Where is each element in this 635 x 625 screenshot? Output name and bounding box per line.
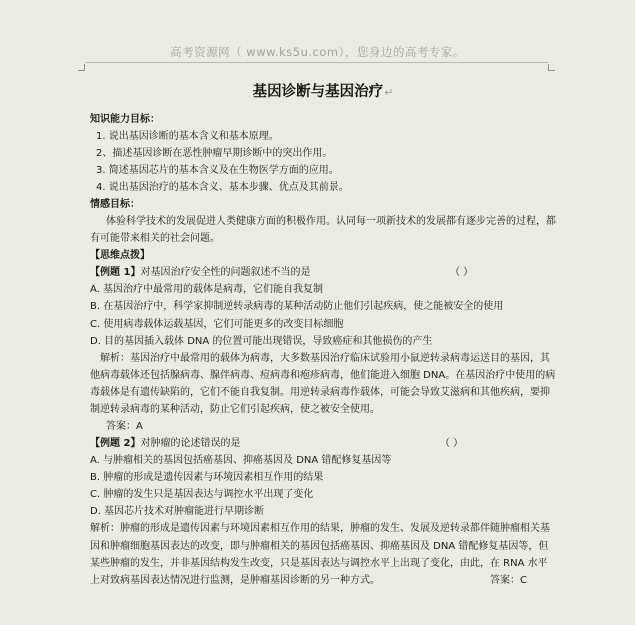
paragraph-mark: ↵ — [384, 86, 394, 99]
example-2-answer-blank: （ ） — [440, 438, 464, 450]
example-2-question — [90, 435, 556, 452]
example-2-option-c: C. 肿瘤的发生只是基因表达与调控水平出现了变化 — [90, 489, 314, 501]
example-1-option-b: B. 在基因治疗中，科学家抑制逆转录病毒的某种活动防止他们引起疾病，使之能被安全的使用 — [90, 301, 504, 313]
document-title — [90, 80, 556, 101]
emotion-heading: 情感目标： — [90, 199, 140, 210]
example-1-answer: 答案：A — [106, 421, 143, 433]
example-1-question-text: 对基因治疗安全性的问题叙述不当的是 — [140, 267, 311, 279]
example-2-option-b: B. 肿瘤的形成是遗传因素与环境因素相互作用的结果 — [90, 472, 324, 484]
page-header-text: 高考资源网（ www.ks5u.com），您身边的高考专家。 — [170, 45, 465, 59]
crop-mark-left — [78, 64, 85, 71]
example-2-label: 【例题 2】 — [90, 438, 141, 450]
title-text: 基因诊断与基因治疗 — [252, 84, 384, 100]
example-2-option-d: D. 基因芯片技术对肿瘤能进行早期诊断 — [90, 506, 265, 518]
example-1-analysis: 解析：基因治疗中最常用的载体为病毒，大多数基因治疗临床试验用小鼠逆转录病毒运送目的基因，其他病毒载体还包括腺病毒、腺伴病毒、痘病毒和疱疹病毒，他们能进入细胞 DNA。在基因治疗中使用的病毒载体是有遗传缺陷的，它们不能自我复制。用逆转录病毒作载体，可能会导致艾滋病和其他疾病，要抑制逆转录病毒的某种活动，防止它们引起疾病，使之被安全使用。 — [90, 352, 556, 416]
example-1-label: 【例题 1】 — [90, 267, 141, 279]
header-rule — [86, 62, 548, 63]
example-2-option-a: A. 与肿瘤相关的基因包括癌基因、抑癌基因及 DNA 错配修复基因等 — [90, 455, 392, 467]
goal-item: 3. 简述基因芯片的基本含义及在生物医学方面的应用。 — [96, 165, 339, 176]
emotion-text: 体验科学技术的发展促进人类健康方面的积极作用。认同每一项新技术的发展都有逐步完善的过程，都有可能带来相关的社会问题。 — [90, 216, 556, 245]
document-body — [90, 72, 556, 589]
goals-heading: 知识能力目标： — [90, 114, 160, 125]
goal-item: 4. 说出基因治疗的基本含义、基本步骤、优点及其前景。 — [96, 182, 349, 193]
example-1-option-d: D. 目的基因插入载体 DNA 的位置可能出现错误，导致癌症和其他损伤的产生 — [90, 335, 433, 347]
crop-mark-right — [548, 64, 555, 71]
example-2-analysis — [90, 520, 556, 589]
thinking-heading: 【思维点拨】 — [90, 250, 150, 262]
example-1-question — [90, 264, 556, 281]
example-1-answer-blank: （ ） — [450, 267, 474, 279]
goal-item: 1. 说出基因诊断的基本含义和基本原理。 — [96, 131, 279, 142]
example-1-option-a: A. 基因治疗中最常用的载体是病毒，它们能自我复制 — [90, 284, 324, 296]
example-2-question-text: 对肿瘤的论述错误的是 — [140, 438, 241, 450]
goal-item: 2、描述基因诊断在恶性肿瘤早期诊断中的突出作用。 — [96, 148, 333, 159]
example-2-answer: 答案：C — [490, 575, 527, 587]
example-2-analysis-text: 解析：肿瘤的形成是遗传因素与环境因素相互作用的结果，肿瘤的发生、发展及逆转录都伴随肿瘤相关基因和肿瘤细胞基因表达的改变，即与肿瘤相关的基因包括癌基因、抑癌基因及 DNA 错配修复基因等，但某些肿瘤的发生，并非基因结构发生改变，只是基因表达与调控水平上出现了变化，由此，在 RNA 水平上对致病基因表达情况进行监测，是肿瘤基因诊断的另一种方式。 — [90, 523, 550, 587]
example-1-option-c: C. 使用病毒载体运载基因，它们可能更多的改变目标细胞 — [90, 318, 344, 330]
